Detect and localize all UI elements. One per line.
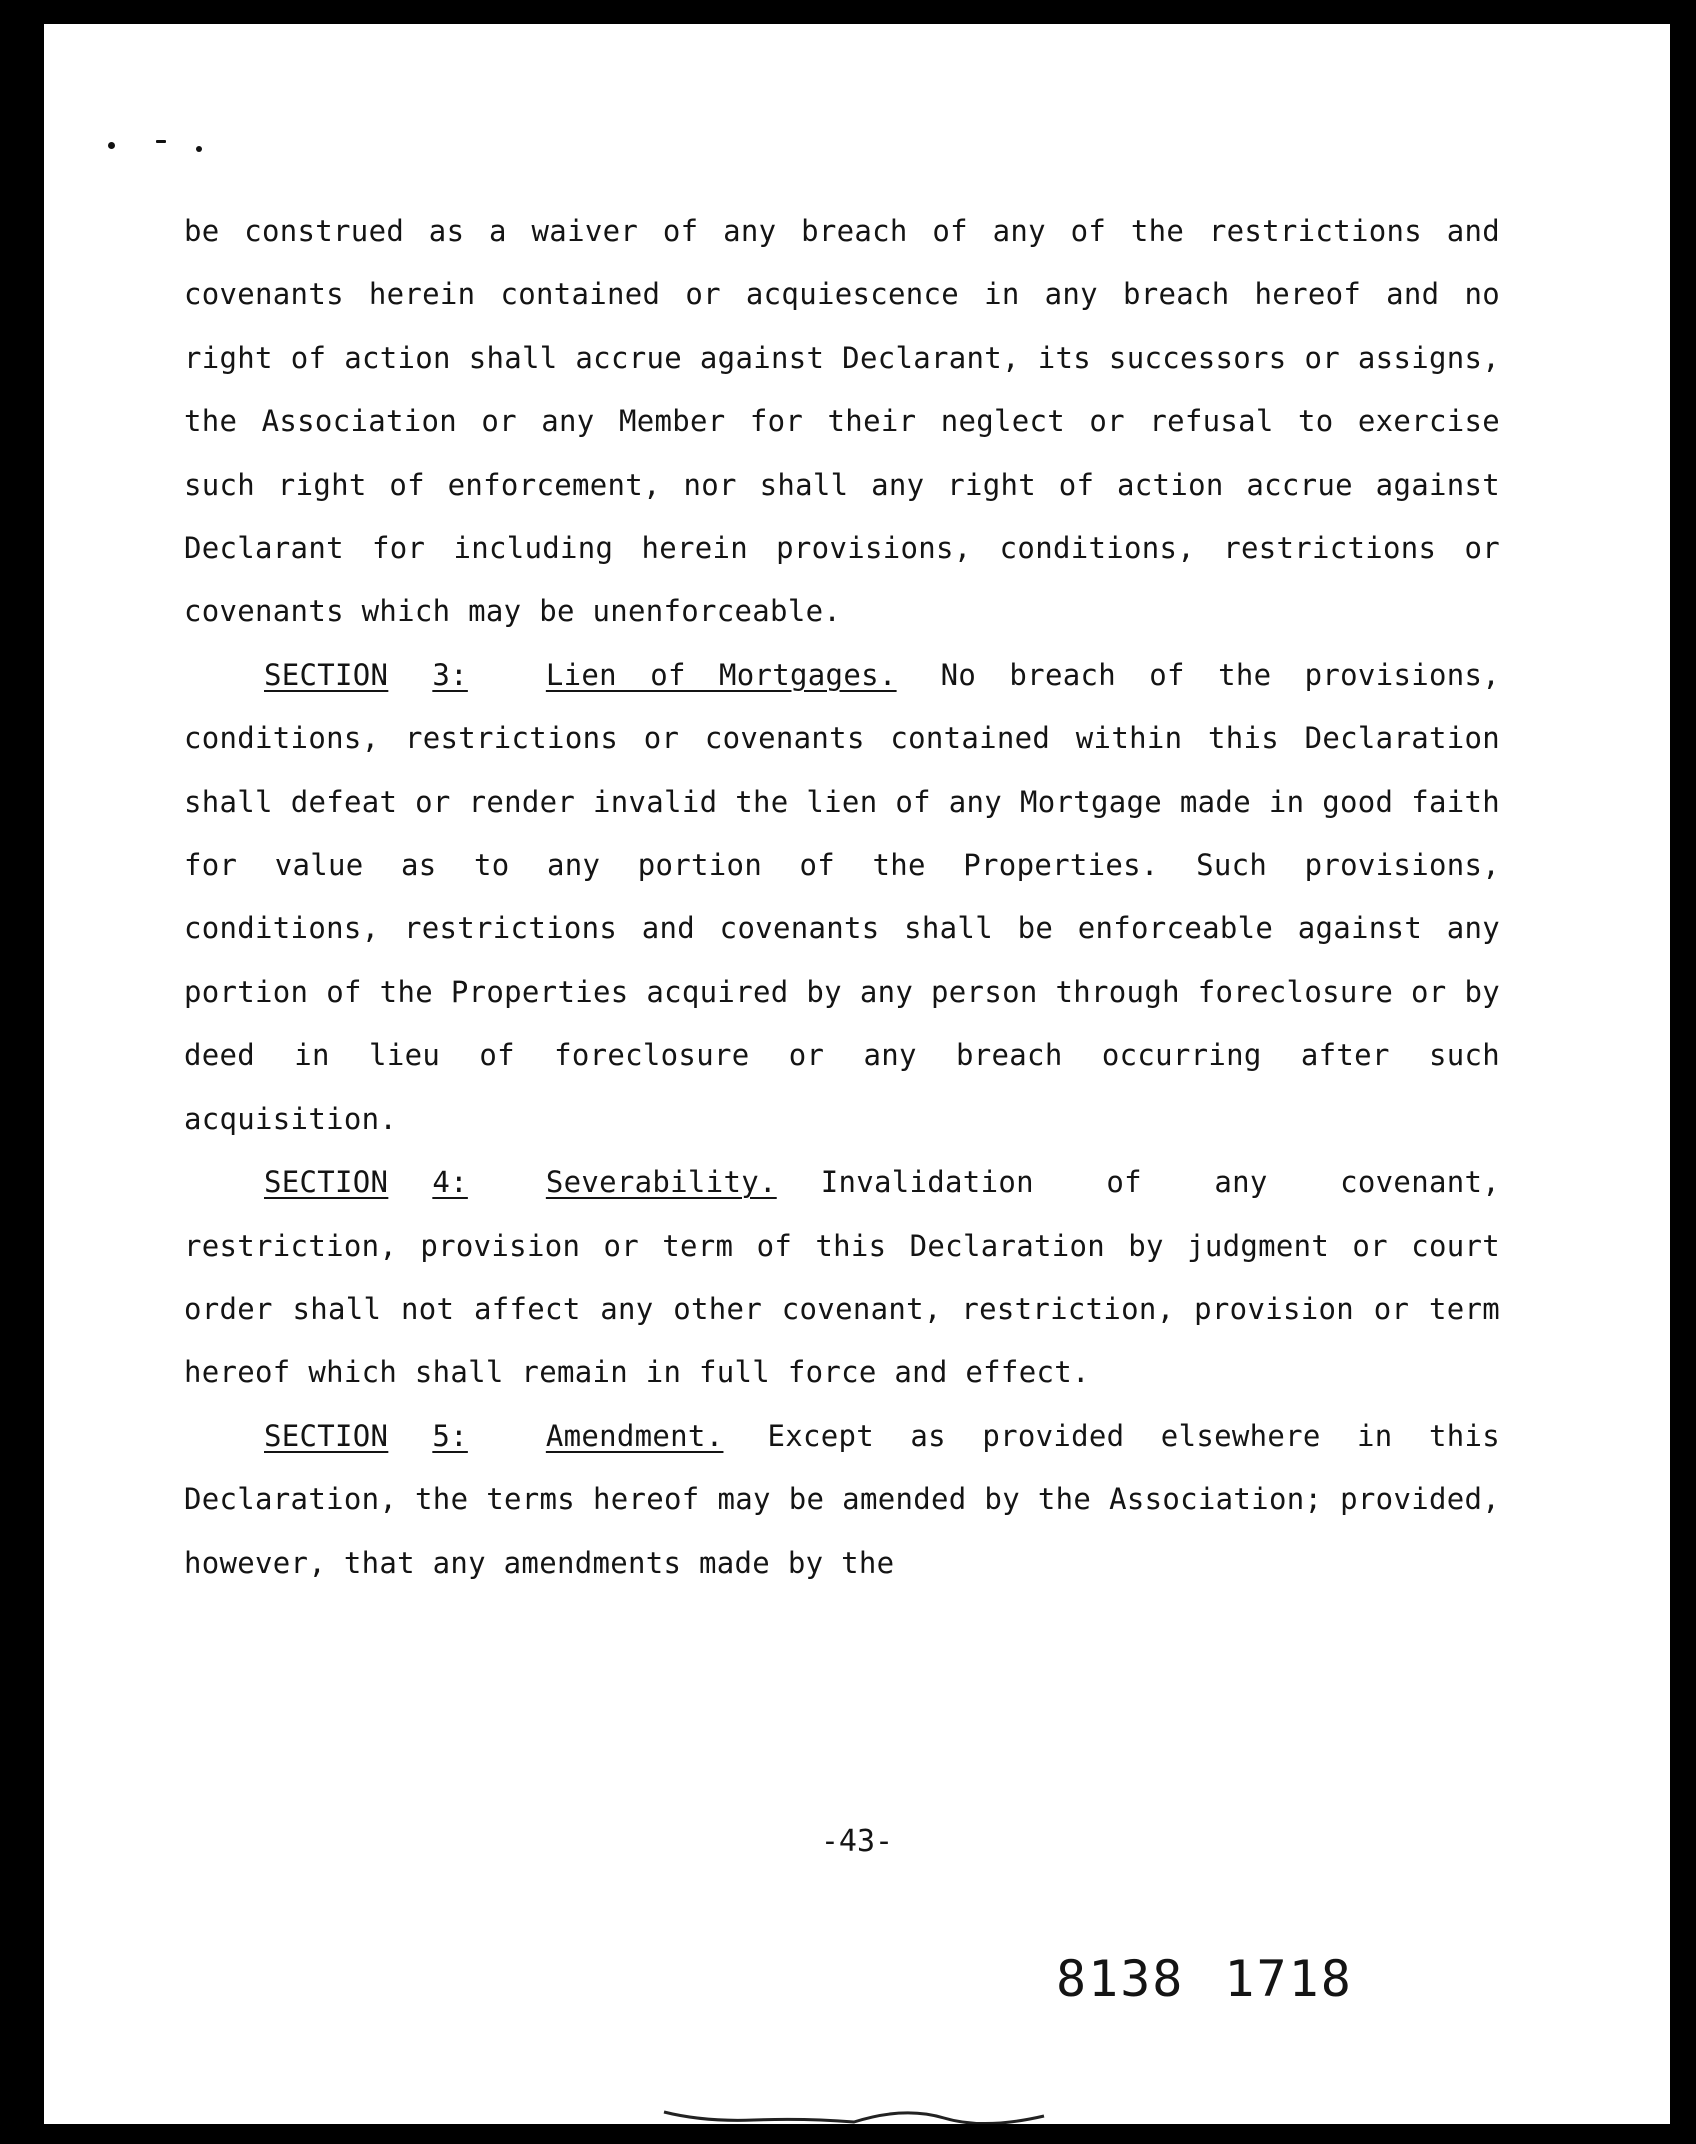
document-id-part-1: 8138	[1056, 1950, 1185, 2008]
section-4-title: Severability.	[545, 1165, 777, 1200]
scan-edge-mark	[644, 2100, 1064, 2124]
scan-speck	[196, 146, 202, 152]
section-3-label: SECTION	[264, 657, 389, 692]
document-body	[184, 200, 1500, 1595]
section-5-text: Except as provided elsewhere in this Declaration, the terms hereof may be amended by the Association; provided, however, that any amendments made by the	[184, 1418, 1500, 1580]
section-5-label: SECTION	[264, 1418, 389, 1453]
document-page	[44, 24, 1670, 2124]
section-3	[184, 644, 1500, 1151]
document-id-part-2: 1718	[1224, 1950, 1353, 2008]
section-5	[184, 1405, 1500, 1595]
section-4	[184, 1151, 1500, 1405]
section-5-number: 5:	[432, 1418, 468, 1453]
section-5-title: Amendment.	[545, 1418, 724, 1453]
section-4-number: 4:	[432, 1165, 468, 1200]
section-3-number: 3:	[432, 657, 468, 692]
scan-speck	[108, 142, 115, 149]
section-3-title: Lien of Mortgages.	[545, 657, 897, 692]
opening-paragraph: be construed as a waiver of any breach of any of the restrictions and covenants herein contained or acquiescence in any breach hereof and no right of action shall accrue against Declarant, its successors or assigns, the Association or any Member for their neglect or refusal to exercise such right of enforcement, nor shall any right of action accrue against Declarant for including herein provisions, conditions, restrictions or covenants which may be unenforceable.	[184, 214, 1500, 629]
page-number: -43-	[820, 1824, 894, 1859]
scan-speck	[156, 140, 166, 143]
section-4-text: Invalidation of any covenant, restriction, provision or term of this Declaration by judgment or court order shall not affect any other covenant, restriction, provision or term hereof which shall remain in full force and effect.	[184, 1165, 1500, 1390]
section-4-label: SECTION	[264, 1165, 389, 1200]
document-id-stamp	[1056, 1950, 1353, 2008]
section-3-text: No breach of the provisions, conditions, restrictions or covenants contained within this Declaration shall defeat or render invalid the lien of any Mortgage made in good faith for value as to any portion of the Properties. Such provisions, conditions, restrictions and covenants shall be enforceable against any portion of the Properties acquired by any person through foreclosure or by deed in lieu of foreclosure or any breach occurring after such acquisition.	[184, 657, 1501, 1136]
